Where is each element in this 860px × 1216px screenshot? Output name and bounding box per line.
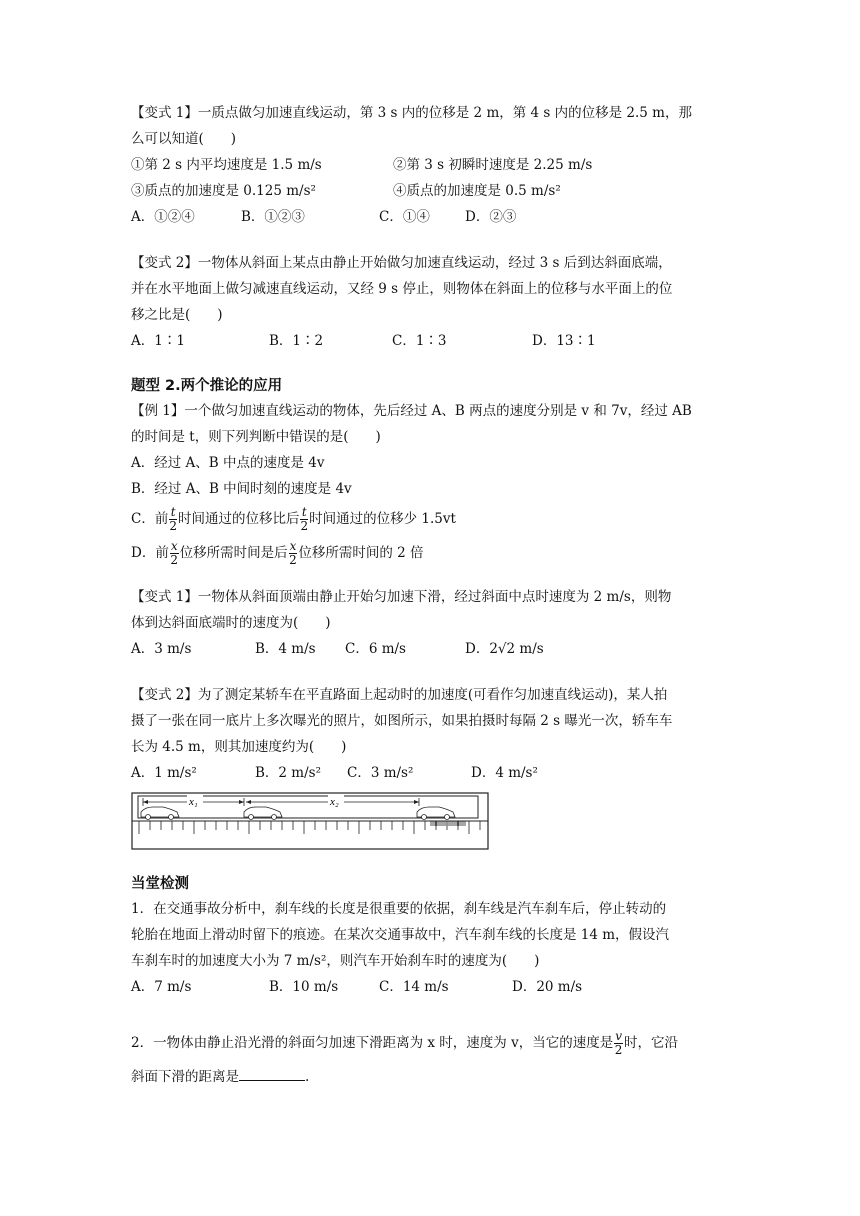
question-stem: 【变式 2】为了测定某轿车在平直路面上起动时的加速度(可看作匀加速直线运动)，某人拍 [131,687,668,703]
fraction-x-over-2 [289,540,298,567]
option-a: A．1 m/s² [131,765,197,781]
fraction-denominator: 2 [289,553,297,567]
question-stem: 么可以知道( ) [131,131,237,147]
fraction-numerator: t [301,505,307,519]
option-b: B．1∶2 [269,333,324,349]
question-stem: 移之比是( ) [131,307,223,323]
option-c: C．6 m/s [345,641,406,657]
fraction-t-over-2 [169,506,177,533]
fraction-numerator: x [289,539,297,553]
option-a: A．①②④ [131,209,195,225]
option-c: C．1∶3 [392,333,447,349]
option-b: B．①②③ [241,209,305,225]
fraction-numerator: x [170,539,178,553]
fraction-denominator: 2 [169,519,177,533]
option-c-middle: 时间通过的位移比后 [177,511,300,527]
option-c-prefix: C．前 [131,511,169,527]
question-stem: 【变式 1】一质点做匀加速直线运动，第 3 s 内的位移是 2 m，第 4 s 内的位移是 2.5 m，那 [131,105,692,121]
section-heading: 当堂检测 [131,876,189,892]
option-a: A．经过 A、B 中点的速度是 4v [131,455,325,471]
options-row [131,636,731,662]
question-stem [131,1060,731,1094]
question-stem: 长为 4.5 m，则其加速度约为( ) [131,739,347,755]
option-a: A．1∶1 [131,333,185,349]
fraction-numerator: v [615,1029,622,1043]
option-b: B．2 m/s² [255,765,321,781]
option-b: B．4 m/s [255,641,316,657]
option-c: C．14 m/s [379,979,449,995]
question-stem: 【例 1】一个做匀加速直线运动的物体，先后经过 A、B 两点的速度分别是 v 和 7v，经过 AB [131,403,692,419]
worksheet-page [131,100,731,1094]
question-stem: 的时间是 t，则下列判断中错误的是( ) [131,429,381,445]
fraction-denominator: 2 [614,1043,623,1057]
fraction-v-over-2 [614,1030,623,1057]
options-row [131,760,731,786]
option-d: D．②③ [465,209,517,225]
question-stem: 车刹车时的加速度大小为 7 m/s²，则汽车开始刹车时的速度为( ) [131,953,540,969]
question-stem: 体到达斜面底端时的速度为( ) [131,615,331,631]
option-c: C．3 m/s² [347,765,414,781]
fraction-numerator: t [170,505,176,519]
option-a: A．3 m/s [131,641,192,657]
question-stem: 1．在交通事故分析中，刹车线的长度是很重要的依据，刹车线是汽车刹车后，停止转动的 [131,901,667,917]
label-x1: x₁ [189,796,198,808]
statement-4: ④质点的加速度是 0.5 m/s² [393,183,561,199]
question-stem [131,1026,731,1060]
statement-row [131,152,731,178]
option-d: D．2√2 m/s [465,641,544,657]
label-x2: x₂ [330,796,339,808]
option-d-prefix: D．前 [131,545,169,561]
question-stem: 摄了一张在同一底片上多次曝光的照片，如图所示，如果拍摄时每隔 2 s 曝光一次，轿车车 [131,713,673,729]
question-stem: 【变式 1】一物体从斜面顶端由静止开始匀加速下滑，经过斜面中点时速度为 2 m/s，则物 [131,589,672,605]
fraction-x-over-2 [170,540,179,567]
option-d-suffix: 位移所需时间的 2 倍 [298,545,424,561]
question-stem: 【变式 2】一物体从斜面上某点由静止开始做匀加速直线运动，经过 3 s 后到达斜面底端， [131,255,672,271]
fraction-denominator: 2 [300,519,309,533]
fraction-denominator: 2 [170,553,179,567]
option-d: D．20 m/s [512,979,583,995]
option-d: D．13∶1 [532,333,596,349]
statement-1: ①第 2 s 内平均速度是 1.5 m/s [131,157,322,173]
statement-row [131,178,731,204]
question-stem: 并在水平地面上做匀减速直线运动，又经 9 s 停止，则物体在斜面上的位移与水平面上的位 [131,281,673,297]
option-d-middle: 位移所需时间是后 [179,545,288,561]
ruler-ticks [139,821,480,834]
option-b: B．经过 A、B 中间时刻的速度是 4v [131,481,352,497]
options-row [131,974,731,1000]
option-c-suffix: 时间通过的位移少 1.5vt [309,511,456,527]
statement-3: ③质点的加速度是 0.125 m/s² [131,183,316,199]
option-b: B．10 m/s [269,979,339,995]
option-c [131,502,731,536]
question-text: . [305,1069,310,1085]
option-d [131,536,731,570]
options-row [131,328,731,354]
options-row [131,204,731,230]
statement-2: ②第 3 s 初瞬时速度是 2.25 m/s [393,157,593,173]
fraction-t-over-2 [300,506,308,533]
option-c: C．①④ [379,209,430,225]
car-exposure-ruler-figure [131,792,491,852]
answer-blank[interactable] [239,1066,305,1081]
question-stem: 轮胎在地面上滑动时留下的痕迹。在某次交通事故中，汽车刹车线的长度是 14 m，假设汽 [131,927,670,943]
option-d: D．4 m/s² [471,765,538,781]
question-text: 斜面下滑的距离是 [131,1069,239,1085]
section-heading: 题型 2.两个推论的应用 [131,378,283,394]
option-a: A．7 m/s [131,979,192,995]
question-text: 时，它沿 [623,1035,678,1051]
question-text: 2．一物体由静止沿光滑的斜面匀加速下滑距离为 x 时，速度为 v，当它的速度是 [131,1035,614,1051]
